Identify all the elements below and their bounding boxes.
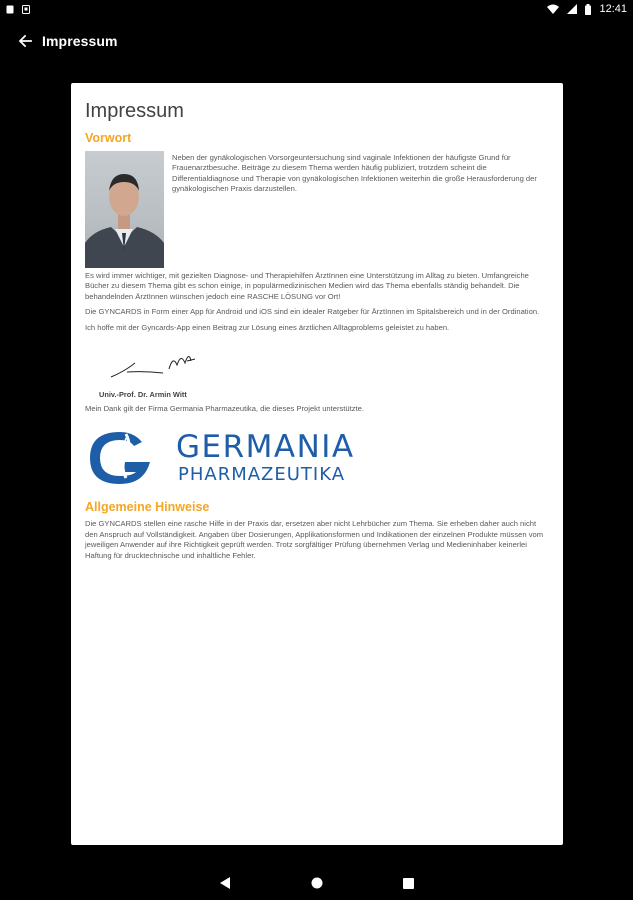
- notification-icon: [6, 5, 14, 14]
- paragraph-1: Es wird immer wichtiger, mit gezielten Diagnose- und Therapiehilfen ÄrztInnen eine Unterstützung im Alltag zu bieten. Umfangreiche Bücher zu diesem Thema gibt es schon einige, in populärmedizinischen Medien wird das Thema ebenfalls ständig behandelt. Die behandelnden ÄrztInnen wünschen jedoch eine RASCHE LÖSUNG vor Ort!: [85, 271, 529, 301]
- intro-paragraph: Neben der gynäkologischen Vorsorgeuntersuchung sind vaginale Infektionen der häufigste Grund für Frauenarztbesuche. Beiträge zu diesem Thema werden häufig publiziert, trotzdem scheint die Differentialdiagnose und Therapie von gynäkologischen Infektionen weiterhin die große Herausforderung der gynäkologischen Praxis darzustellen.: [172, 153, 537, 194]
- back-arrow-icon: [18, 34, 32, 48]
- logo-subtitle: PHARMAZEUTIKA: [178, 464, 346, 486]
- status-bar: [0, 0, 633, 18]
- system-nav-bar: [0, 866, 633, 900]
- signer-name: Univ.-Prof. Dr. Armin Witt: [99, 390, 187, 400]
- nav-home-icon: [311, 877, 323, 889]
- nav-home-button[interactable]: [310, 876, 324, 890]
- thanks-paragraph: Mein Dank gilt der Firma Germania Pharmazeutika, die dieses Projekt unterstützte.: [85, 404, 364, 414]
- logo-name: GERMANIA: [176, 429, 355, 466]
- wifi-icon: [547, 4, 559, 14]
- intro-block: [85, 151, 549, 268]
- notes-paragraph: Die GYNCARDS stellen eine rasche Hilfe in der Praxis dar, ersetzen aber nicht Lehrbücher zum Thema. Sie erheben daher auch nicht den Anspruch auf Vollständigkeit. Angaben über Dosierungen, Applikationsformen und Indikationen der einzelnen Produkte müssen vom jeweiligen Anwender auf ihre Richtigkeit geprüft werden. Trotz sorgfältiger Prüfung übernehmen Verlag und Medieninhaber keinerlei Haftung für drucktechnische und inhaltliche Fehler.: [85, 519, 544, 560]
- signature-block: [99, 347, 225, 400]
- signal-icon: [567, 4, 577, 14]
- notes-heading: Allgemeine Hinweise: [85, 500, 210, 515]
- page-heading: Impressum: [85, 100, 184, 122]
- logo-text: [176, 430, 355, 486]
- nav-back-button[interactable]: [218, 876, 232, 890]
- nav-recents-icon: [403, 878, 414, 889]
- author-portrait: [85, 151, 164, 268]
- notification-icon: [22, 5, 30, 14]
- content-card: [71, 83, 563, 845]
- germania-emblem-icon: [86, 428, 164, 488]
- app-title: Impressum: [42, 33, 118, 49]
- app-bar: [0, 18, 633, 64]
- nav-recents-button[interactable]: [402, 876, 416, 890]
- status-time: 12:41: [599, 3, 627, 15]
- portrait-figure: [85, 151, 164, 268]
- germania-logo: [86, 428, 549, 488]
- handwritten-signature: [105, 347, 201, 381]
- back-button[interactable]: [14, 30, 36, 52]
- nav-back-icon: [219, 876, 231, 890]
- foreword-heading: Vorwort: [85, 131, 132, 145]
- paragraph-2: Die GYNCARDS in Form einer App für Android und iOS sind ein idealer Ratgeber für ÄrztInnen im Spitalsbereich und in der Ordination.: [85, 307, 540, 317]
- paragraph-3: Ich hoffe mit der Gyncards-App einen Beitrag zur Lösung eines ärztlichen Alltagproblems geleistet zu haben.: [85, 322, 450, 332]
- status-notifications: [6, 5, 30, 14]
- battery-icon: [585, 4, 591, 15]
- status-system: [547, 3, 627, 15]
